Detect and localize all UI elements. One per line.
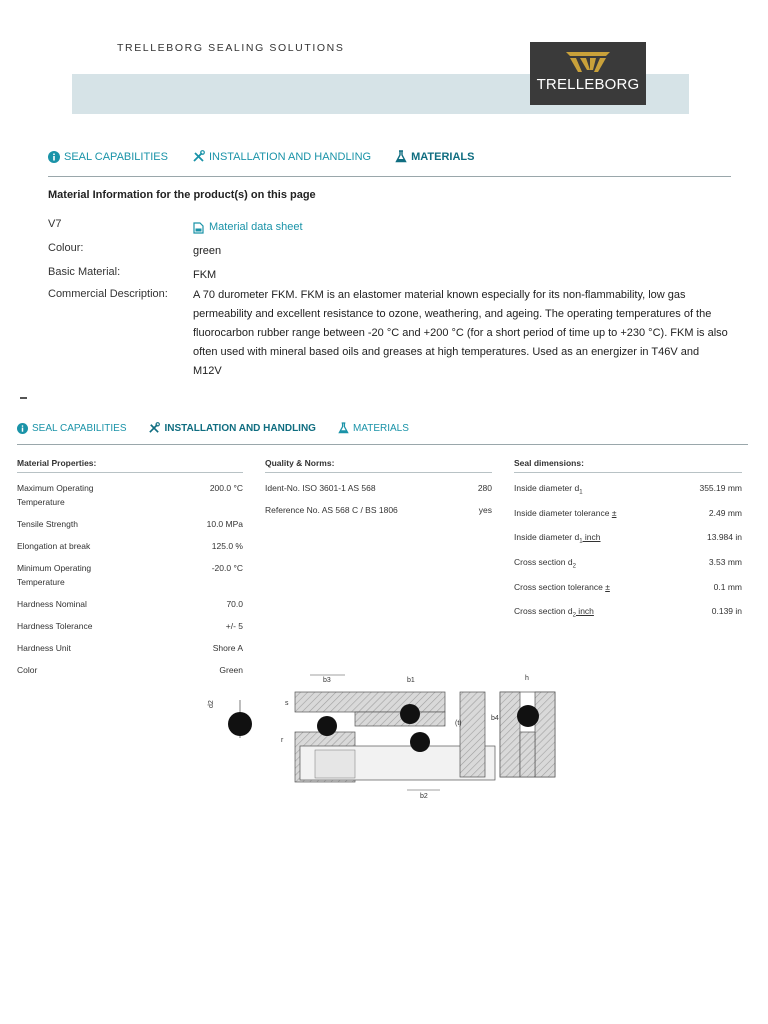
table-row: [514, 555, 742, 574]
row-value: 0.139 in: [711, 606, 742, 617]
label-b3: b3: [323, 677, 331, 684]
row-label: Inside diameter $d_1$ inch: [514, 532, 601, 546]
table-row: [514, 604, 742, 623]
row-label: Elongation at break: [17, 541, 91, 551]
table-row: [17, 561, 243, 589]
table-row: [514, 506, 742, 525]
label-d2: d2: [208, 700, 215, 708]
row-label: Hardness Unit: [17, 643, 71, 653]
row-value: 200.0 °C: [209, 483, 243, 493]
table-row: [17, 597, 243, 611]
table-row: [17, 481, 243, 509]
colour-row: [48, 242, 728, 261]
divider-mark: [20, 397, 27, 399]
row-value: 355.19 mm: [699, 483, 742, 493]
document-icon: [193, 222, 204, 234]
quality-norms-heading: Quality & Norms:: [265, 458, 492, 473]
row-label: Cross section $d_2$ inch: [514, 606, 594, 620]
row-label: Hardness Nominal: [17, 599, 87, 609]
label-h: h: [525, 675, 529, 682]
description-row: [48, 286, 728, 381]
tab-installation-handling[interactable]: [192, 150, 371, 163]
rod-seal-assembly: [281, 675, 495, 800]
row-label: Ident-No. ISO 3601-1 AS 568: [265, 483, 376, 493]
info-icon: [17, 423, 28, 434]
colour-value: green: [193, 245, 222, 257]
tab-seal-capabilities[interactable]: [48, 151, 168, 163]
row-value: 13.984 in: [707, 532, 742, 543]
face-seal-assembly: [491, 675, 555, 777]
row-value: -20.0 °C: [211, 563, 243, 573]
material-properties-section: [17, 458, 243, 685]
tools-icon: [148, 422, 160, 434]
tab-label: SEAL CAPABILITIES: [32, 422, 127, 434]
table-row: [17, 539, 243, 553]
flask-icon: [338, 422, 349, 434]
colour-label: Colour:: [48, 242, 84, 254]
table-row: [17, 641, 243, 655]
material-code: V7: [48, 218, 62, 230]
label-t: (t): [455, 720, 462, 727]
row-value: 10.0 MPa: [206, 519, 243, 529]
quality-norms-section: [265, 458, 492, 525]
tab-label: INSTALLATION AND HANDLING: [208, 150, 372, 163]
row-label: Reference No. AS 568 C / BS 1806: [265, 505, 398, 515]
row-label: Tensile Strength: [17, 519, 78, 529]
table-row: [514, 481, 742, 500]
tab-materials[interactable]: [395, 150, 474, 163]
seal-dimensions-heading: Seal dimensions:: [514, 458, 742, 473]
row-value: 3.53 mm: [708, 557, 742, 568]
trelleborg-logo: [530, 42, 646, 105]
description-label: Commercial Description:: [48, 288, 168, 300]
material-code-row: [48, 218, 728, 241]
tab-bar-bottom: [17, 422, 433, 434]
row-value: Green: [219, 665, 243, 675]
basic-material-value: FKM: [193, 269, 217, 281]
row-label: Color: [17, 665, 38, 675]
table-row: [265, 481, 492, 495]
material-properties-heading: Material Properties:: [17, 458, 243, 473]
label-r: r: [281, 737, 284, 744]
basic-material-label: Basic Material:: [48, 266, 121, 278]
o-ring-cross-section: [208, 700, 252, 738]
basic-material-row: [48, 266, 728, 285]
row-value: yes: [478, 505, 492, 515]
row-value: 70.0: [226, 599, 243, 609]
seal-dimensions-section: [514, 458, 742, 629]
link-label: Material data sheet: [209, 221, 303, 233]
row-value: 280: [477, 483, 492, 493]
row-label: Minimum Operating Temperature: [17, 563, 92, 587]
table-row: [514, 530, 742, 549]
row-label: Cross section $d_2$: [514, 557, 576, 570]
tab-label: MATERIALS: [411, 150, 475, 163]
flask-icon: [395, 150, 407, 163]
divider: [17, 444, 748, 445]
row-value: 0.1 mm: [713, 581, 742, 592]
tab-seal-capabilities[interactable]: [17, 423, 126, 434]
company-name: TRELLEBORG SEALING SOLUTIONS: [117, 42, 345, 54]
table-row: [265, 503, 492, 517]
tab-label: SEAL CAPABILITIES: [64, 150, 168, 163]
row-value: +/- 5: [225, 621, 243, 631]
tools-icon: [192, 150, 205, 163]
row-value: Shore A: [212, 643, 243, 653]
seal-installation-drawing: [195, 670, 560, 800]
table-row: [17, 517, 243, 531]
row-label: Cross section tolerance ±: [514, 581, 610, 592]
tab-bar-top: [48, 150, 498, 163]
info-icon: [48, 151, 60, 163]
logo-emblem-icon: [530, 42, 646, 76]
label-b1: b1: [407, 677, 415, 684]
divider: [48, 176, 731, 177]
tab-label: INSTALLATION AND HANDLING: [164, 422, 316, 434]
tab-materials[interactable]: [338, 422, 409, 434]
tab-label: MATERIALS: [352, 422, 409, 434]
label-b4: b4: [491, 715, 499, 722]
material-info-heading: Material Information for the product(s) on this page: [48, 189, 316, 201]
tab-installation-handling[interactable]: [148, 422, 315, 434]
row-label: Hardness Tolerance: [17, 621, 93, 631]
description-value: A 70 durometer FKM. FKM is an elastomer material known especially for its non-flammability, low gas permeability and excellent resistance to ozone, weathering, and ageing. The operating temperatures of the fluorocarbon rubber range between -20 °C and +200 °C (for a short period of time up to +230 °C). FKM is also often used with mineral based oils and greases at high temperatures. Used as an energizer in T46V and M12V: [193, 289, 728, 377]
table-row: [17, 619, 243, 633]
label-s: s: [285, 700, 289, 707]
row-label: Maximum Operating Temperature: [17, 483, 94, 507]
row-value: 125.0 %: [211, 541, 243, 551]
label-b2: b2: [420, 793, 428, 800]
table-row: [514, 580, 742, 599]
row-label: Inside diameter tolerance ±: [514, 507, 617, 518]
row-label: Inside diameter $d_1$: [514, 483, 583, 496]
row-value: 2.49 mm: [708, 507, 742, 518]
logo-text: TRELLEBORG: [536, 76, 640, 93]
material-data-sheet-link[interactable]: [193, 218, 303, 237]
